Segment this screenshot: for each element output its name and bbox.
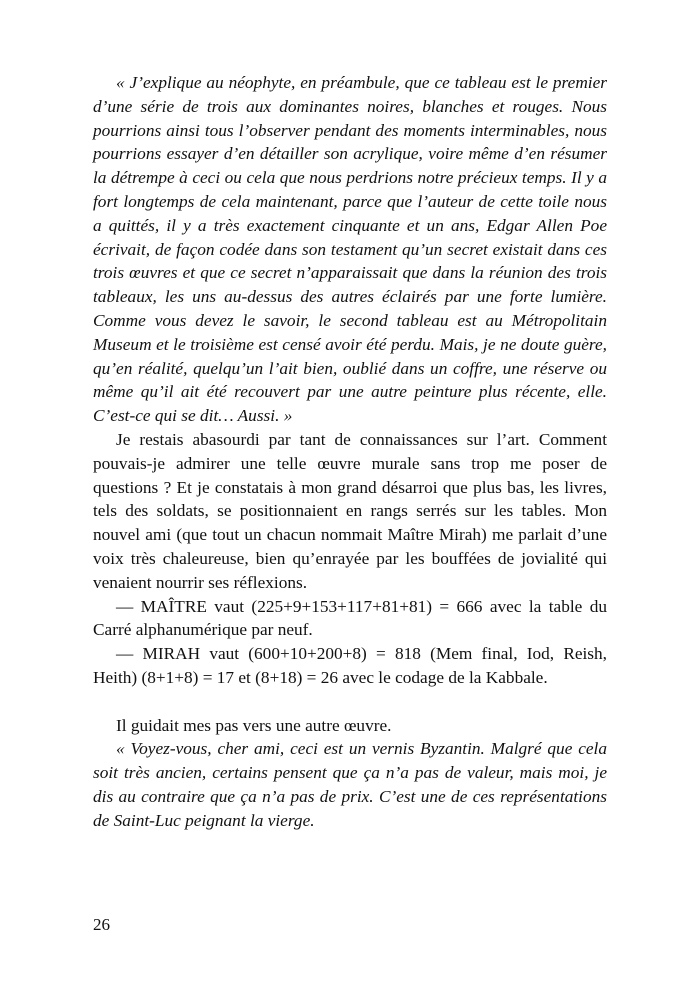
quote-paragraph-poe: « J’explique au néophyte, en préambule, que ce tableau est le premier d’une série de trois aux dominantes noires, blanches et rouges. Nous pourrions ainsi tous l’observer pendant des moments interminables, nous pourrions essayer d’en détailler son acrylique, voire même d’en résumer la détrempe à ceci ou cela que nous perdrions notre précieux temps. Il y a fort longtemps de cela maintenant, parce que l’auteur de cette toile nous a quittés, il y a très exactement cinquante et un ans, Edgar Allen Poe écrivait, de façon codée dans son testament qu’un secret existait dans ces trois œuvres et que ce secret n’apparaissait que dans la réunion des trois tableaux, les uns au-dessus des autres éclairés par une forte lumière. Comme vous devez le savoir, le second tableau est au Métropolitain Museum et le troisième est censé avoir été perdu. Mais, je ne doute guère, qu’en réalité, quelqu’un l’ait bien, oublié dans un coffre, une réserve ou même qu’il ait été recouvert par une autre peinture plus récente, elle. C’est-ce qui se dit… Aussi. » — [93, 73, 607, 426]
dialogue-maitre-value: — MAÎTRE vaut (225+9+153+117+81+81) = 666 avec la table du Carré alphanumérique par neuf. — [93, 596, 607, 640]
body-text — [93, 71, 607, 833]
narration-next-work: Il guidait mes pas vers une autre œuvre. — [116, 715, 392, 735]
quote-paragraph-byzantin: « Voyez-vous, cher ami, ceci est un vernis Byzantin. Malgré que cela soit très ancien, certains pensent que ça n’a pas de valeur, mais moi, je dis au contraire que ça n’a pas de prix. C’est une de ces représentations de Saint-Luc peignant la vierge. — [93, 739, 607, 830]
narration-paragraph-mirah: Je restais abasourdi par tant de connaissances sur l’art. Comment pouvais-je admirer une telle œuvre murale sans trop me poser de questions ? Et je constatais à mon grand désarroi que plus bas, les livres, tels des soldats, se positionnaient en rangs serrés sur les tables. Mon nouvel ami (que tout un chacun nommait Maître Mirah) me parlait d’une voix très chaleureuse, bien qu’enrayée par les bouffées de jovialité qui venaient nourrir ses réflexions. — [93, 429, 607, 592]
page-number: 26 — [93, 915, 110, 934]
dialogue-mirah-value: — MIRAH vaut (600+10+200+8) = 818 (Mem final, Iod, Reish, Heith) (8+1+8) = 17 et (8+18) = 26 avec le codage de la Kabbale. — [93, 644, 607, 687]
